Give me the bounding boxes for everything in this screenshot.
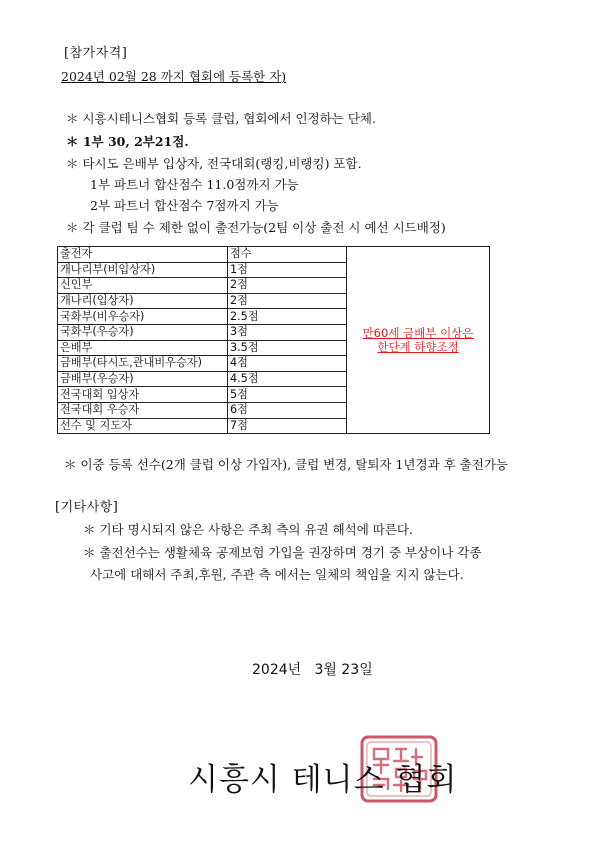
participant-category: 금배부(우승자) [58, 371, 228, 387]
participant-score: 3.5점 [228, 340, 347, 356]
bullet-score-limit: ＊ 1부 30, 2부21점. [66, 134, 189, 149]
note-line-2: 한단계 하향조정 [377, 340, 459, 355]
qualification-subtitle: 2024년 02월 28 까지 협회에 등록한 자) [61, 69, 287, 84]
participant-category: 전국대회 우승자 [58, 402, 228, 418]
participant-score: 2.5점 [228, 309, 347, 325]
participant-category: 신인부 [58, 278, 228, 294]
score-table [57, 246, 490, 434]
participant-category: 국화부(비우승자) [58, 309, 228, 325]
bullet-registered-club: ＊ 시흥시테니스협회 등록 클럽, 협회에서 인정하는 단체. [66, 111, 376, 126]
participant-score: 4점 [228, 356, 347, 372]
bullet-club-team-limit: ＊ 각 클럽 팀 수 제한 없이 출전가능(2팀 이상 출전 시 예선 시드배정) [66, 220, 446, 235]
participant-category: 선수 및 지도자 [58, 418, 228, 434]
other-line-3: 사고에 대해서 주최,후원, 주관 측 에서는 일체의 책임을 지지 않는다. [90, 567, 464, 582]
bullet-silver-division: ＊ 타시도 은배부 입상자, 전국대회(랭킹,비랭킹) 포함. [66, 156, 362, 171]
organization-name: 시흥시 테니스 협회 [188, 762, 458, 798]
age-adjustment-note [347, 247, 490, 434]
participant-score: 6점 [228, 402, 347, 418]
participant-score: 4.5점 [228, 371, 347, 387]
participant-category: 은배부 [58, 340, 228, 356]
table-header-row [58, 247, 490, 263]
header-score: 점수 [228, 247, 347, 263]
other-heading: [기타사항] [55, 500, 119, 515]
double-registration-note: ＊ 이중 등록 선수(2개 클럽 이상 가입자), 클럽 변경, 탈퇴자 1년경과 후 출전가능 [64, 457, 508, 472]
note-line-1: 만60세 금배부 이상은 [362, 326, 474, 341]
other-line-1: ＊ 기타 명시되지 않은 사항은 주최 측의 유권 해석에 따른다. [83, 522, 413, 537]
participant-category: 개나리(입상자) [58, 293, 228, 309]
participant-score: 2점 [228, 278, 347, 294]
header-participant: 출전자 [58, 247, 228, 263]
qualification-heading: [참가자격] [64, 46, 128, 61]
participant-score: 5점 [228, 387, 347, 403]
sub-line-division-1: 1부 파트너 합산점수 11.0점까지 가능 [90, 177, 299, 192]
other-line-2: ＊ 출전선수는 생활체육 공제보험 가입을 권장하며 경기 중 부상이나 각종 [83, 545, 482, 560]
participant-category: 금배부(타시도,관내비우승자) [58, 356, 228, 372]
issue-date: 2024년 3월 23일 [252, 662, 373, 678]
participant-category: 전국대회 입상자 [58, 387, 228, 403]
participant-category: 국화부(우승자) [58, 324, 228, 340]
sub-line-division-2: 2부 파트너 합산점수 7점까지 가능 [90, 198, 279, 213]
participant-score: 7점 [228, 418, 347, 434]
participant-score: 2점 [228, 293, 347, 309]
participant-category: 개나리부(비입상자) [58, 262, 228, 278]
participant-score: 1점 [228, 262, 347, 278]
participant-score: 3점 [228, 324, 347, 340]
